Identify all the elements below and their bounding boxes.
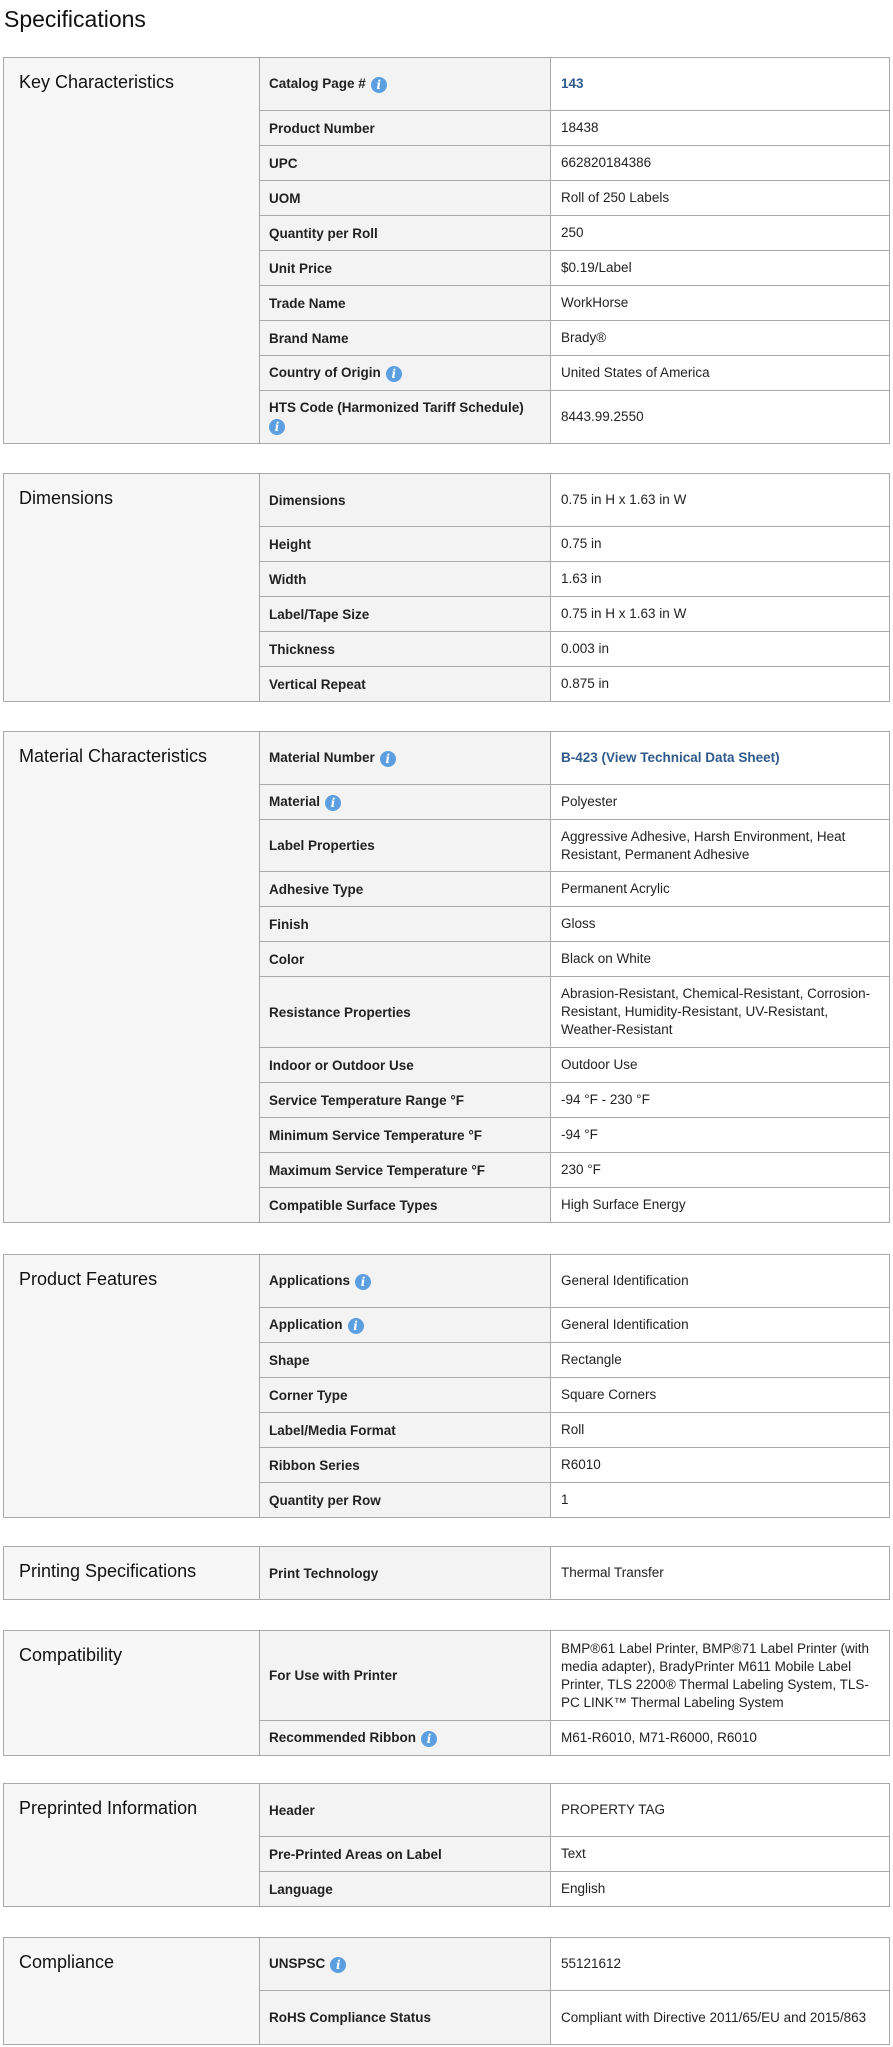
spec-label-cell	[260, 1378, 551, 1412]
spec-value: 1.63 in	[561, 571, 602, 586]
spec-row-unspsc	[260, 1938, 889, 1990]
section-dimensions	[3, 473, 890, 702]
spec-value: High Surface Energy	[561, 1197, 686, 1212]
info-icon[interactable]: i	[325, 795, 341, 811]
spec-row-print-technology	[260, 1547, 889, 1599]
section-title: Printing Specifications	[4, 1547, 260, 1599]
spec-label-cell	[260, 1153, 551, 1187]
spec-label: Shape	[269, 1352, 310, 1368]
spec-label-cell	[260, 1547, 551, 1599]
spec-value: Brady®	[561, 330, 607, 345]
spec-value: 0.75 in	[561, 536, 602, 551]
section-key-characteristics	[3, 57, 890, 444]
spec-label: Print Technology	[269, 1565, 379, 1581]
spec-value: WorkHorse	[561, 295, 629, 310]
spec-row-minimum-service-temperature-f	[260, 1117, 889, 1152]
spec-value: 55121612	[561, 1956, 622, 1971]
spec-label-cell	[260, 146, 551, 180]
spec-label-cell	[260, 1255, 551, 1307]
spec-value: BMP®61 Label Printer, BMP®71 Label Printer (with media adapter), BradyPrinter M611 Mobile Label Printer, TLS 2200® Thermal Labeling System, TLS-PC LINK™ Thermal Labeling System	[561, 1640, 870, 1710]
spec-value: Square Corners	[561, 1387, 657, 1402]
spec-label-cell	[260, 181, 551, 215]
spec-value: Roll	[561, 1422, 585, 1437]
spec-label-cell	[260, 562, 551, 596]
spec-value: Rectangle	[561, 1352, 622, 1367]
spec-label-cell	[260, 667, 551, 701]
spec-label: Compatible Surface Types	[269, 1197, 438, 1213]
spec-value: General Identification	[561, 1317, 689, 1332]
spec-label-cell	[260, 907, 551, 941]
spec-label: Recommended Ribbon	[269, 1730, 417, 1746]
spec-value: 0.875 in	[561, 676, 610, 691]
spec-row-country-of-origin	[260, 355, 889, 390]
spec-label: Width	[269, 571, 307, 587]
spec-row-product-number	[260, 110, 889, 145]
spec-label: Resistance Properties	[269, 1004, 411, 1020]
spec-row-vertical-repeat	[260, 666, 889, 701]
spec-rows	[260, 474, 889, 701]
spec-value: 1	[561, 1492, 569, 1507]
spec-label-cell	[260, 942, 551, 976]
spec-label-cell	[260, 1938, 551, 1990]
spec-label-cell	[260, 1308, 551, 1342]
spec-label: Unit Price	[269, 260, 333, 276]
spec-row-for-use-with-printer	[260, 1631, 889, 1720]
spec-label: Adhesive Type	[269, 881, 364, 897]
spec-row-recommended-ribbon	[260, 1720, 889, 1755]
spec-label-cell	[260, 1188, 551, 1222]
spec-row-shape	[260, 1342, 889, 1377]
spec-label-cell	[260, 1448, 551, 1482]
spec-label-cell	[260, 251, 551, 285]
section-compatibility	[3, 1630, 890, 1756]
spec-label-cell	[260, 1631, 551, 1720]
spec-value: 8443.99.2550	[561, 409, 644, 424]
spec-row-corner-type	[260, 1377, 889, 1412]
section-preprinted-information	[3, 1783, 890, 1907]
section-printing-specifications	[3, 1546, 890, 1600]
spec-label: Application	[269, 1317, 343, 1333]
spec-label: Dimensions	[269, 492, 346, 508]
spec-rows	[260, 732, 889, 1222]
spec-label: Corner Type	[269, 1387, 348, 1403]
spec-rows	[260, 1784, 889, 1906]
spec-label-cell	[260, 632, 551, 666]
spec-label-cell	[260, 1083, 551, 1117]
spec-row-resistance-properties	[260, 976, 889, 1047]
spec-label-cell	[260, 1784, 551, 1836]
spec-label-cell	[260, 1118, 551, 1152]
spec-label: HTS Code (Harmonized Tariff Schedule)	[269, 400, 524, 416]
spec-label-cell	[260, 1048, 551, 1082]
spec-value: 0.75 in H x 1.63 in W	[561, 606, 687, 621]
info-icon[interactable]: i	[380, 751, 396, 767]
spec-rows	[260, 1547, 889, 1599]
spec-value: $0.19/Label	[561, 260, 632, 275]
spec-label: Quantity per Row	[269, 1492, 381, 1508]
spec-label: Quantity per Roll	[269, 225, 378, 241]
spec-label-cell	[260, 1413, 551, 1447]
spec-row-hts-code-harmonized-tariff-schedule	[260, 390, 889, 443]
spec-label: Maximum Service Temperature °F	[269, 1162, 485, 1178]
spec-value: Black on White	[561, 951, 652, 966]
spec-row-pre-printed-areas-on-label	[260, 1836, 889, 1871]
spec-value-link[interactable]: B-423 (View Technical Data Sheet)	[561, 750, 780, 765]
spec-row-catalog-page	[260, 58, 889, 110]
spec-value: United States of America	[561, 365, 710, 380]
info-icon[interactable]: i	[269, 419, 285, 435]
spec-value: Roll of 250 Labels	[561, 190, 670, 205]
spec-label: Country of Origin	[269, 365, 381, 381]
spec-label: Label/Tape Size	[269, 606, 370, 622]
spec-label: Vertical Repeat	[269, 676, 366, 692]
spec-label-cell	[260, 321, 551, 355]
spec-label: Material	[269, 794, 321, 810]
spec-row-upc	[260, 145, 889, 180]
spec-row-unit-price	[260, 250, 889, 285]
spec-value: M61-R6010, M71-R6000, R6010	[561, 1730, 757, 1745]
spec-value: R6010	[561, 1457, 601, 1472]
spec-label: Material Number	[269, 750, 375, 766]
spec-value: Aggressive Adhesive, Harsh Environment, Heat Resistant, Permanent Adhesive	[561, 828, 846, 862]
spec-label-cell	[260, 1872, 551, 1906]
spec-value: Gloss	[561, 916, 596, 931]
spec-rows	[260, 1631, 889, 1755]
spec-label-cell	[260, 1837, 551, 1871]
spec-label-cell	[260, 111, 551, 145]
section-title: Key Characteristics	[4, 58, 260, 443]
spec-label: Minimum Service Temperature °F	[269, 1127, 482, 1143]
section-title: Compatibility	[4, 1631, 260, 1755]
spec-value: PROPERTY TAG	[561, 1802, 666, 1817]
spec-label-cell	[260, 58, 551, 110]
page-title: Specifications	[4, 6, 146, 32]
spec-value: Text	[561, 1846, 586, 1861]
spec-label: Thickness	[269, 641, 336, 657]
spec-label-cell	[260, 474, 551, 526]
section-material-characteristics	[3, 731, 890, 1223]
spec-label-cell	[260, 820, 551, 871]
spec-row-finish	[260, 906, 889, 941]
spec-label: Color	[269, 951, 305, 967]
spec-row-label-tape-size	[260, 596, 889, 631]
section-title: Product Features	[4, 1255, 260, 1517]
info-icon[interactable]: i	[421, 1731, 437, 1747]
spec-row-brand-name	[260, 320, 889, 355]
spec-row-dimensions	[260, 474, 889, 526]
spec-label-cell	[260, 732, 551, 784]
section-title: Material Characteristics	[4, 732, 260, 1222]
spec-value: 0.75 in H x 1.63 in W	[561, 492, 687, 507]
spec-row-rohs-compliance-status	[260, 1990, 889, 2044]
spec-label: UOM	[269, 190, 301, 206]
spec-label-cell	[260, 872, 551, 906]
spec-rows	[260, 1255, 889, 1517]
spec-row-trade-name	[260, 285, 889, 320]
spec-row-material	[260, 784, 889, 819]
spec-row-material-number	[260, 732, 889, 784]
spec-row-quantity-per-row	[260, 1482, 889, 1517]
spec-row-indoor-or-outdoor-use	[260, 1047, 889, 1082]
spec-label: Applications	[269, 1273, 351, 1289]
section-title: Preprinted Information	[4, 1784, 260, 1906]
spec-label: Label Properties	[269, 838, 375, 853]
spec-row-service-temperature-range-f	[260, 1082, 889, 1117]
spec-label-cell	[260, 785, 551, 819]
spec-row-maximum-service-temperature-f	[260, 1152, 889, 1187]
spec-value: Outdoor Use	[561, 1057, 638, 1072]
spec-value: Abrasion-Resistant, Chemical-Resistant, Corrosion-Resistant, Humidity-Resistant, UV-Resistant, Weather-Resistant	[561, 986, 871, 1037]
spec-value: -94 °F - 230 °F	[561, 1092, 650, 1107]
spec-row-ribbon-series	[260, 1447, 889, 1482]
spec-label: RoHS Compliance Status	[269, 2010, 432, 2025]
spec-row-language	[260, 1871, 889, 1906]
spec-row-label-properties	[260, 819, 889, 871]
spec-value: Permanent Acrylic	[561, 881, 670, 896]
spec-label: Language	[269, 1881, 333, 1897]
section-product-features	[3, 1254, 890, 1518]
spec-row-uom	[260, 180, 889, 215]
spec-label: UPC	[269, 155, 298, 171]
spec-value: 662820184386	[561, 155, 652, 170]
spec-label: UNSPSC	[269, 1956, 326, 1972]
spec-row-application	[260, 1307, 889, 1342]
spec-row-width	[260, 561, 889, 596]
spec-value: 250	[561, 225, 584, 240]
spec-value: 0.003 in	[561, 641, 610, 656]
spec-rows	[260, 58, 889, 443]
info-icon[interactable]: i	[355, 1274, 371, 1290]
spec-value: General Identification	[561, 1273, 689, 1288]
spec-label: Finish	[269, 916, 309, 932]
spec-rows	[260, 1938, 889, 2044]
section-title: Dimensions	[4, 474, 260, 701]
spec-row-compatible-surface-types	[260, 1187, 889, 1222]
spec-label-cell	[260, 356, 551, 390]
info-icon[interactable]: i	[348, 1318, 364, 1334]
spec-value: 230 °F	[561, 1162, 601, 1177]
spec-row-adhesive-type	[260, 871, 889, 906]
spec-value: Compliant with Directive 2011/65/EU and 2015/863	[561, 2009, 867, 2025]
spec-value: Polyester	[561, 794, 618, 809]
spec-label-cell	[260, 1483, 551, 1517]
spec-label: Service Temperature Range °F	[269, 1092, 464, 1108]
spec-label: Brand Name	[269, 330, 349, 346]
section-compliance	[3, 1937, 890, 2045]
spec-value: 18438	[561, 120, 599, 135]
spec-label-cell	[260, 977, 551, 1047]
spec-row-color	[260, 941, 889, 976]
spec-label: Label/Media Format	[269, 1422, 396, 1438]
spec-label-cell	[260, 286, 551, 320]
spec-row-label-media-format	[260, 1412, 889, 1447]
spec-row-header	[260, 1784, 889, 1836]
spec-label: For Use with Printer	[269, 1668, 398, 1683]
spec-label: Pre-Printed Areas on Label	[269, 1846, 442, 1862]
spec-label-cell	[260, 527, 551, 561]
spec-label-cell	[260, 391, 551, 443]
spec-label: Catalog Page #	[269, 76, 366, 92]
info-icon[interactable]: i	[386, 366, 402, 382]
spec-row-thickness	[260, 631, 889, 666]
info-icon[interactable]: i	[330, 1957, 346, 1973]
spec-label-cell	[260, 1991, 551, 2044]
section-title: Compliance	[4, 1938, 260, 2044]
spec-row-applications	[260, 1255, 889, 1307]
spec-label: Header	[269, 1802, 315, 1818]
info-icon[interactable]: i	[371, 77, 387, 93]
spec-row-quantity-per-roll	[260, 215, 889, 250]
spec-label-cell	[260, 216, 551, 250]
spec-label-cell	[260, 597, 551, 631]
spec-label: Ribbon Series	[269, 1457, 360, 1473]
spec-row-height	[260, 526, 889, 561]
spec-label: Trade Name	[269, 295, 346, 311]
spec-label: Indoor or Outdoor Use	[269, 1057, 414, 1073]
spec-label: Product Number	[269, 120, 375, 136]
spec-label-cell	[260, 1721, 551, 1755]
spec-value-link[interactable]: 143	[561, 76, 584, 91]
spec-value: Thermal Transfer	[561, 1565, 664, 1580]
spec-value: English	[561, 1881, 606, 1896]
spec-label: Height	[269, 536, 311, 552]
spec-value: -94 °F	[561, 1127, 598, 1142]
spec-label-cell	[260, 1343, 551, 1377]
